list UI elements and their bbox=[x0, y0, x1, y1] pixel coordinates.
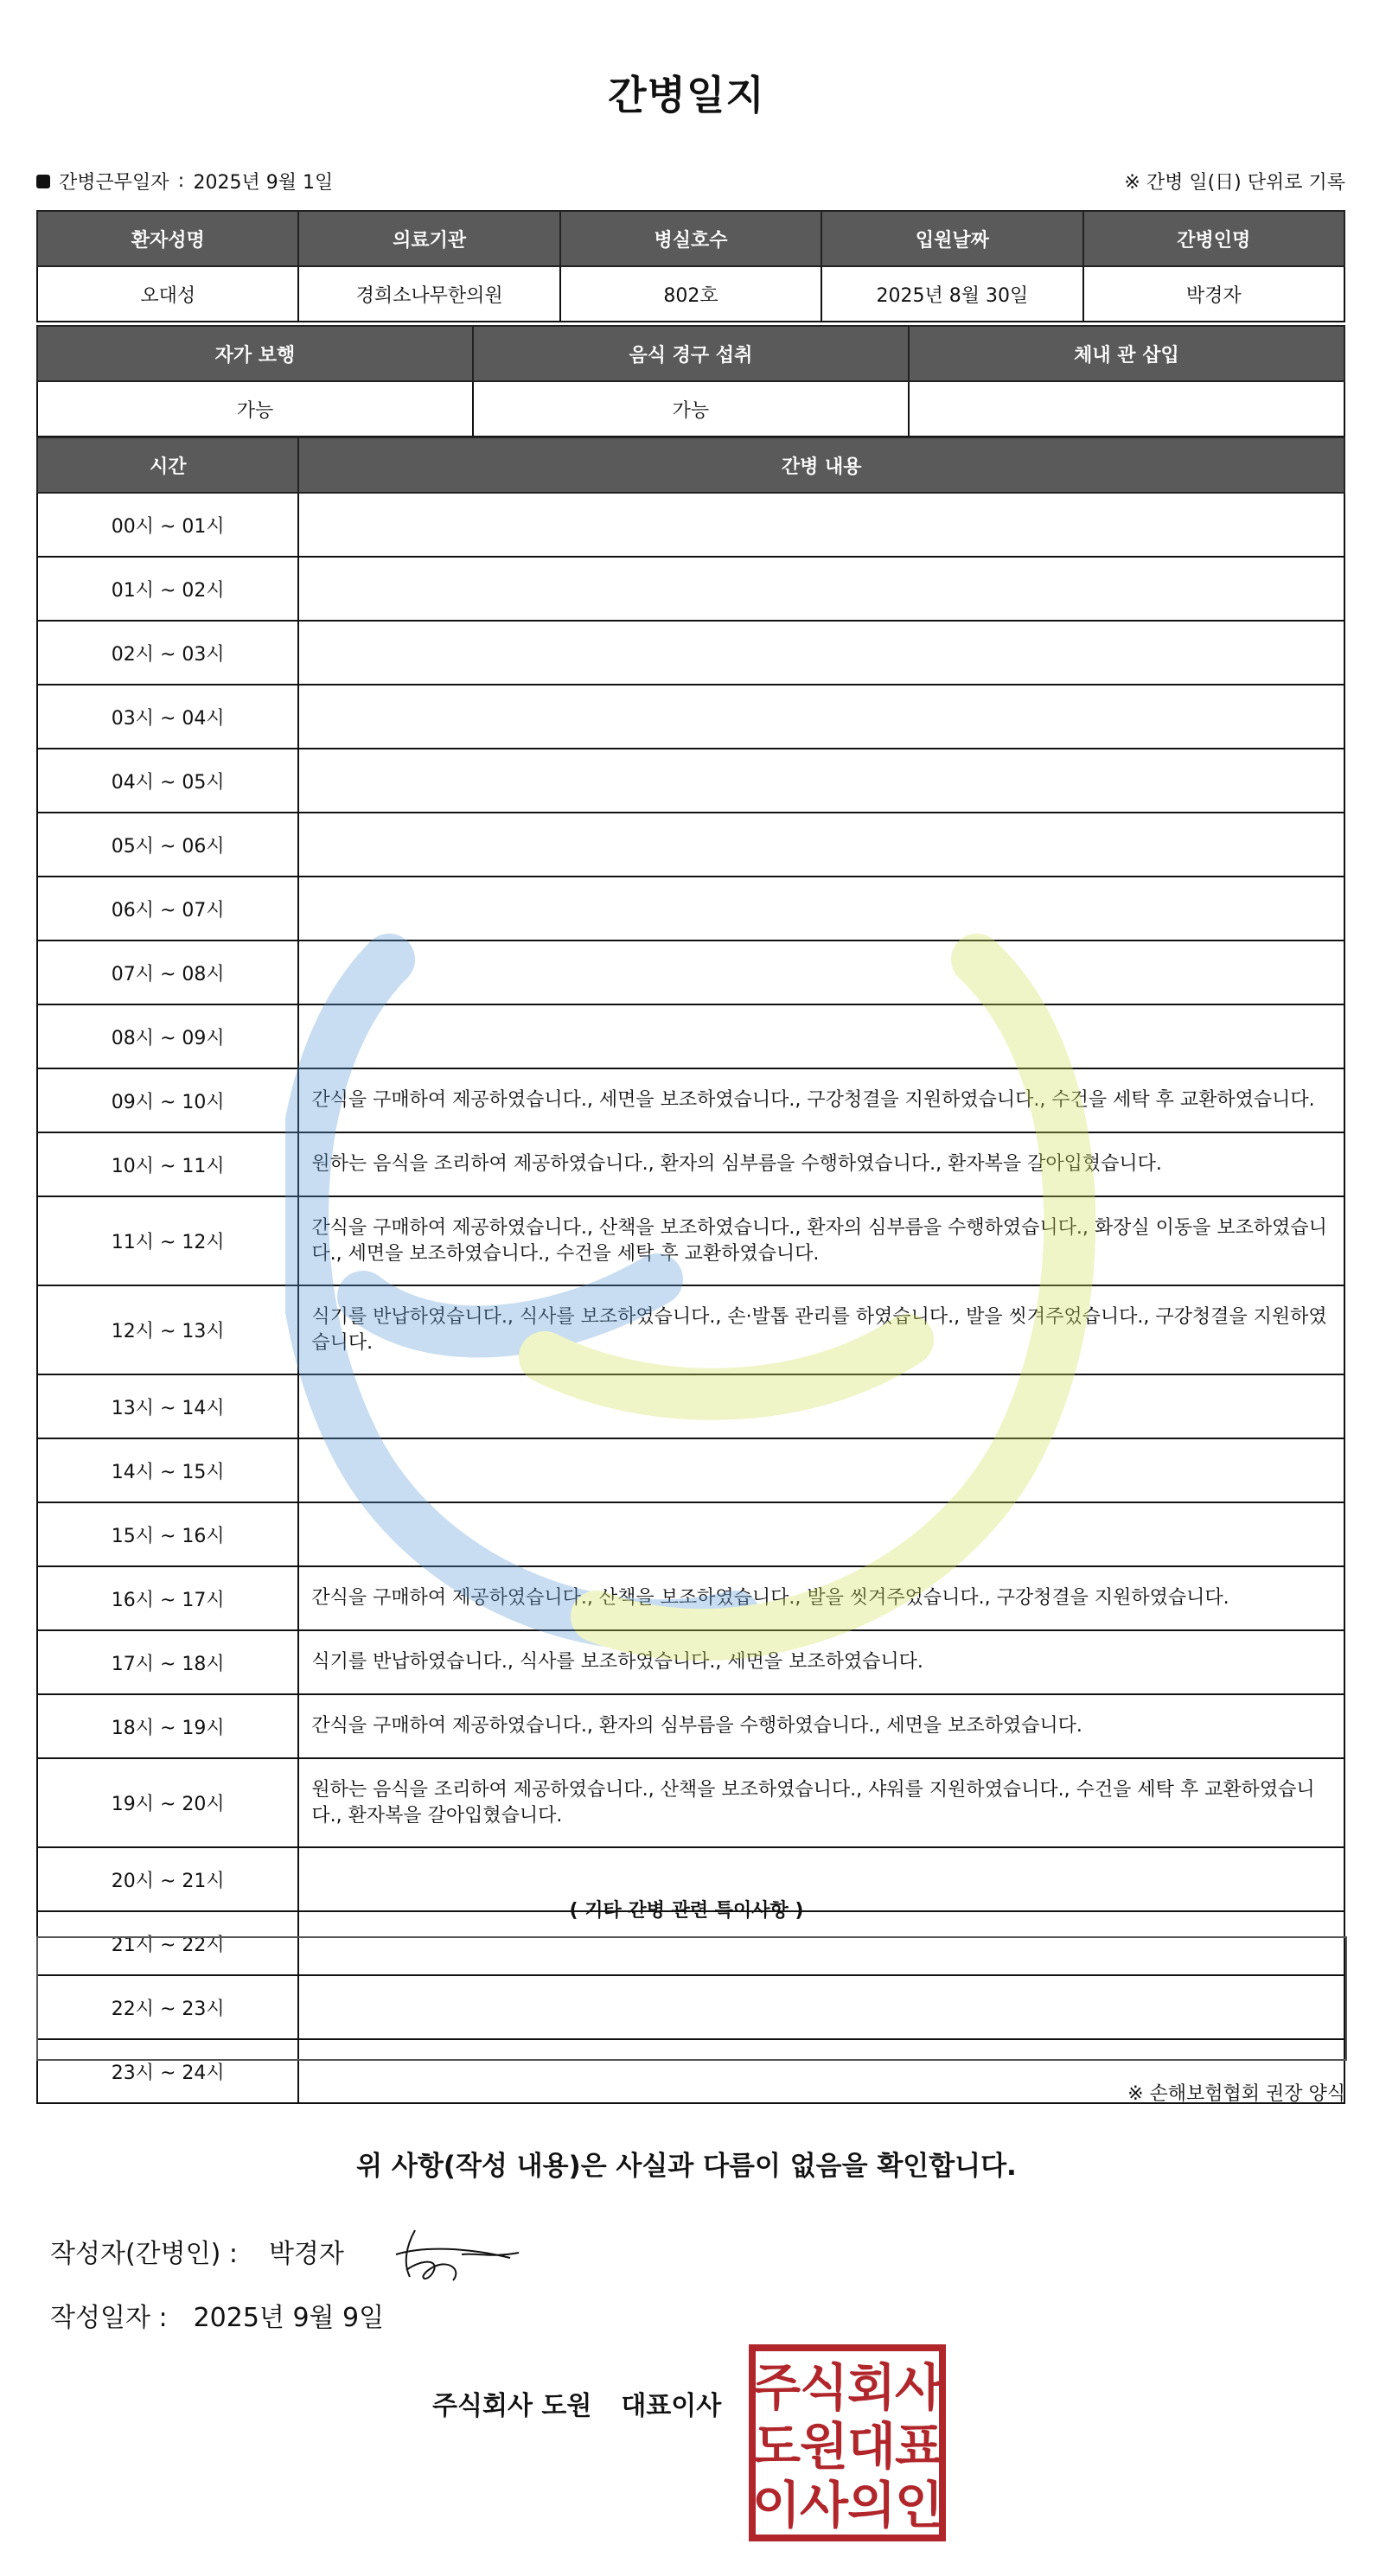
seal-glyph: 식 bbox=[799, 2358, 849, 2417]
written-date-label: 작성일자 : bbox=[50, 2303, 168, 2333]
time-cell: 14시 ~ 15시 bbox=[37, 1438, 298, 1502]
self-walking-cell: 가능 bbox=[37, 381, 473, 437]
header-care-content: 간병 내용 bbox=[298, 437, 1344, 493]
time-cell: 08시 ~ 09시 bbox=[37, 1004, 298, 1068]
seal-glyph: 의 bbox=[846, 2476, 897, 2535]
admission-date-cell: 2025년 8월 30일 bbox=[821, 266, 1082, 322]
table-row bbox=[37, 1285, 1344, 1374]
time-cell: 05시 ~ 06시 bbox=[37, 813, 298, 877]
time-cell: 16시 ~ 17시 bbox=[37, 1566, 298, 1630]
table-row bbox=[37, 1132, 1344, 1196]
notes-heading: ( 기타 간병 관련 특이사항 ) bbox=[569, 1900, 804, 1922]
content-cell: 식기를 반납하였습니다., 식사를 보조하였습니다., 세면을 보조하였습니다. bbox=[298, 1630, 1344, 1694]
room-cell: 802호 bbox=[560, 266, 821, 322]
content-cell bbox=[298, 621, 1344, 685]
content-cell bbox=[298, 940, 1344, 1004]
work-date-row bbox=[36, 164, 1345, 199]
seal-glyph: 도 bbox=[751, 2417, 801, 2476]
time-cell: 15시 ~ 16시 bbox=[37, 1502, 298, 1566]
header-hospital: 의료기관 bbox=[298, 211, 559, 266]
written-date-value: 2025년 9월 9일 bbox=[193, 2303, 385, 2333]
time-cell: 22시 ~ 23시 bbox=[37, 1975, 298, 2039]
care-log-header-row bbox=[37, 437, 1344, 493]
content-cell bbox=[298, 877, 1344, 940]
table-row bbox=[37, 1630, 1344, 1694]
work-date-value: 2025년 9월 1일 bbox=[193, 172, 334, 194]
time-cell: 12시 ~ 13시 bbox=[37, 1285, 298, 1374]
table-row bbox=[37, 1196, 1344, 1285]
header-patient-name: 환자성명 bbox=[37, 211, 298, 266]
confirmation-statement: 위 사항(작성 내용)은 사실과 다름이 없음을 확인합니다. bbox=[356, 2151, 1017, 2182]
table-row bbox=[37, 813, 1344, 877]
time-cell: 03시 ~ 04시 bbox=[37, 685, 298, 749]
header-self-walking: 자가 보행 bbox=[37, 326, 473, 381]
header-caregiver-name: 간병인명 bbox=[1083, 211, 1344, 266]
table-row bbox=[37, 1758, 1344, 1847]
table-row bbox=[37, 557, 1344, 621]
oral-intake-cell: 가능 bbox=[473, 381, 909, 437]
seal-glyph: 사 bbox=[799, 2476, 849, 2535]
content-cell: 간식을 구매하여 제공하였습니다., 세면을 보조하였습니다., 구강청결을 지원하였습니다., 수건을 세탁 후 교환하였습니다. bbox=[298, 1068, 1344, 1132]
header-time: 시간 bbox=[37, 437, 298, 493]
company-line bbox=[432, 2384, 721, 2422]
signature-icon bbox=[380, 2220, 527, 2289]
time-cell: 20시 ~ 21시 bbox=[37, 1847, 298, 1911]
tube-insertion-cell bbox=[909, 381, 1344, 437]
content-cell bbox=[298, 749, 1344, 813]
time-cell: 23시 ~ 24시 bbox=[37, 2039, 298, 2103]
patient-info-header-row bbox=[37, 211, 1344, 266]
content-cell bbox=[298, 1004, 1344, 1068]
patient-status-value-row bbox=[37, 381, 1344, 437]
seal-glyph: 회 bbox=[846, 2358, 897, 2417]
company-title: 대표이사 bbox=[621, 2391, 722, 2421]
table-row bbox=[37, 877, 1344, 940]
seal-glyph: 주 bbox=[751, 2358, 801, 2417]
table-row bbox=[37, 1566, 1344, 1630]
seal-glyph: 표 bbox=[894, 2417, 944, 2476]
content-cell bbox=[298, 493, 1344, 557]
patient-status-header-row bbox=[37, 326, 1344, 381]
content-cell bbox=[298, 813, 1344, 877]
page-title: 간병일지 bbox=[608, 72, 765, 118]
hospital-cell: 경희소나무한의원 bbox=[298, 266, 559, 322]
table-row bbox=[37, 1374, 1344, 1438]
caregiver-name-cell: 박경자 bbox=[1083, 266, 1344, 322]
time-cell: 00시 ~ 01시 bbox=[37, 493, 298, 557]
writer-label: 작성자(간병인) : bbox=[50, 2239, 238, 2269]
content-cell bbox=[298, 1438, 1344, 1502]
work-date-separator: : bbox=[177, 170, 185, 192]
time-cell: 21시 ~ 22시 bbox=[37, 1911, 298, 1975]
seal-glyph: 인 bbox=[894, 2476, 944, 2535]
seal-glyph: 원 bbox=[799, 2417, 849, 2476]
notes-box bbox=[36, 1936, 1347, 2061]
content-cell: 간식을 구매하여 제공하였습니다., 환자의 심부름을 수행하였습니다., 세면을 보조하였습니다. bbox=[298, 1694, 1344, 1758]
table-row bbox=[37, 685, 1344, 749]
unit-note: ※ 간병 일(日) 단위로 기록 bbox=[1124, 172, 1345, 194]
seal-glyph: 대 bbox=[846, 2417, 897, 2476]
table-row bbox=[37, 749, 1344, 813]
writer-line bbox=[50, 2232, 344, 2270]
seal-glyph: 이 bbox=[751, 2476, 801, 2535]
time-cell: 07시 ~ 08시 bbox=[37, 940, 298, 1004]
table-row bbox=[37, 1004, 1344, 1068]
square-bullet-icon bbox=[36, 175, 50, 188]
content-cell bbox=[298, 1502, 1344, 1566]
table-row bbox=[37, 940, 1344, 1004]
time-cell: 06시 ~ 07시 bbox=[37, 877, 298, 940]
care-log-table bbox=[36, 437, 1345, 2104]
patient-name-cell: 오대성 bbox=[37, 266, 298, 322]
seal-glyph: 사 bbox=[894, 2358, 944, 2417]
content-cell: 원하는 음식을 조리하여 제공하였습니다., 산책을 보조하였습니다., 샤워를 지원하였습니다., 수건을 세탁 후 교환하였습니다., 환자복을 갈아입혔습니다. bbox=[298, 1758, 1344, 1847]
table-row bbox=[37, 1694, 1344, 1758]
content-cell: 간식을 구매하여 제공하였습니다., 산책을 보조하였습니다., 환자의 심부름을 수행하였습니다., 화장실 이동을 보조하였습니다., 세면을 보조하였습니다., 수건을 세탁 후 교환하였습니다. bbox=[298, 1196, 1344, 1285]
content-cell: 간식을 구매하여 제공하였습니다., 산책을 보조하였습니다., 발을 씻겨주었습니다., 구강청결을 지원하였습니다. bbox=[298, 1566, 1344, 1630]
content-cell bbox=[298, 685, 1344, 749]
table-row bbox=[37, 1438, 1344, 1502]
table-row bbox=[37, 1068, 1344, 1132]
content-cell bbox=[298, 1374, 1344, 1438]
work-date bbox=[36, 168, 333, 194]
header-room: 병실호수 bbox=[560, 211, 821, 266]
table-row bbox=[37, 493, 1344, 557]
patient-info-table bbox=[36, 210, 1345, 322]
content-cell bbox=[298, 557, 1344, 621]
header-admission-date: 입원날짜 bbox=[821, 211, 1082, 266]
content-cell: 원하는 음식을 조리하여 제공하였습니다., 환자의 심부름을 수행하였습니다., 환자복을 갈아입혔습니다. bbox=[298, 1132, 1344, 1196]
time-cell: 13시 ~ 14시 bbox=[37, 1374, 298, 1438]
company-name: 주식회사 도원 bbox=[432, 2391, 592, 2421]
time-cell: 10시 ~ 11시 bbox=[37, 1132, 298, 1196]
insurance-note: ※ 손해보험협회 권장 양식 bbox=[1127, 2083, 1345, 2105]
work-date-label: 간병근무일자 bbox=[59, 172, 169, 194]
time-cell: 19시 ~ 20시 bbox=[37, 1758, 298, 1847]
time-cell: 11시 ~ 12시 bbox=[37, 1196, 298, 1285]
patient-status-table bbox=[36, 325, 1345, 437]
time-cell: 09시 ~ 10시 bbox=[37, 1068, 298, 1132]
time-cell: 17시 ~ 18시 bbox=[37, 1630, 298, 1694]
table-row bbox=[37, 1502, 1344, 1566]
company-seal-icon bbox=[749, 2344, 946, 2541]
header-tube-insertion: 체내 관 삽입 bbox=[909, 326, 1344, 381]
time-cell: 01시 ~ 02시 bbox=[37, 557, 298, 621]
table-row bbox=[37, 621, 1344, 685]
time-cell: 02시 ~ 03시 bbox=[37, 621, 298, 685]
time-cell: 04시 ~ 05시 bbox=[37, 749, 298, 813]
patient-info-value-row bbox=[37, 266, 1344, 322]
writer-name: 박경자 bbox=[268, 2239, 344, 2269]
header-oral-intake: 음식 경구 섭취 bbox=[473, 326, 909, 381]
time-cell: 18시 ~ 19시 bbox=[37, 1694, 298, 1758]
written-date-line bbox=[50, 2296, 384, 2334]
content-cell: 식기를 반납하였습니다., 식사를 보조하였습니다., 손·발톱 관리를 하였습니다., 발을 씻겨주었습니다., 구강청결을 지원하였습니다. bbox=[298, 1285, 1344, 1374]
